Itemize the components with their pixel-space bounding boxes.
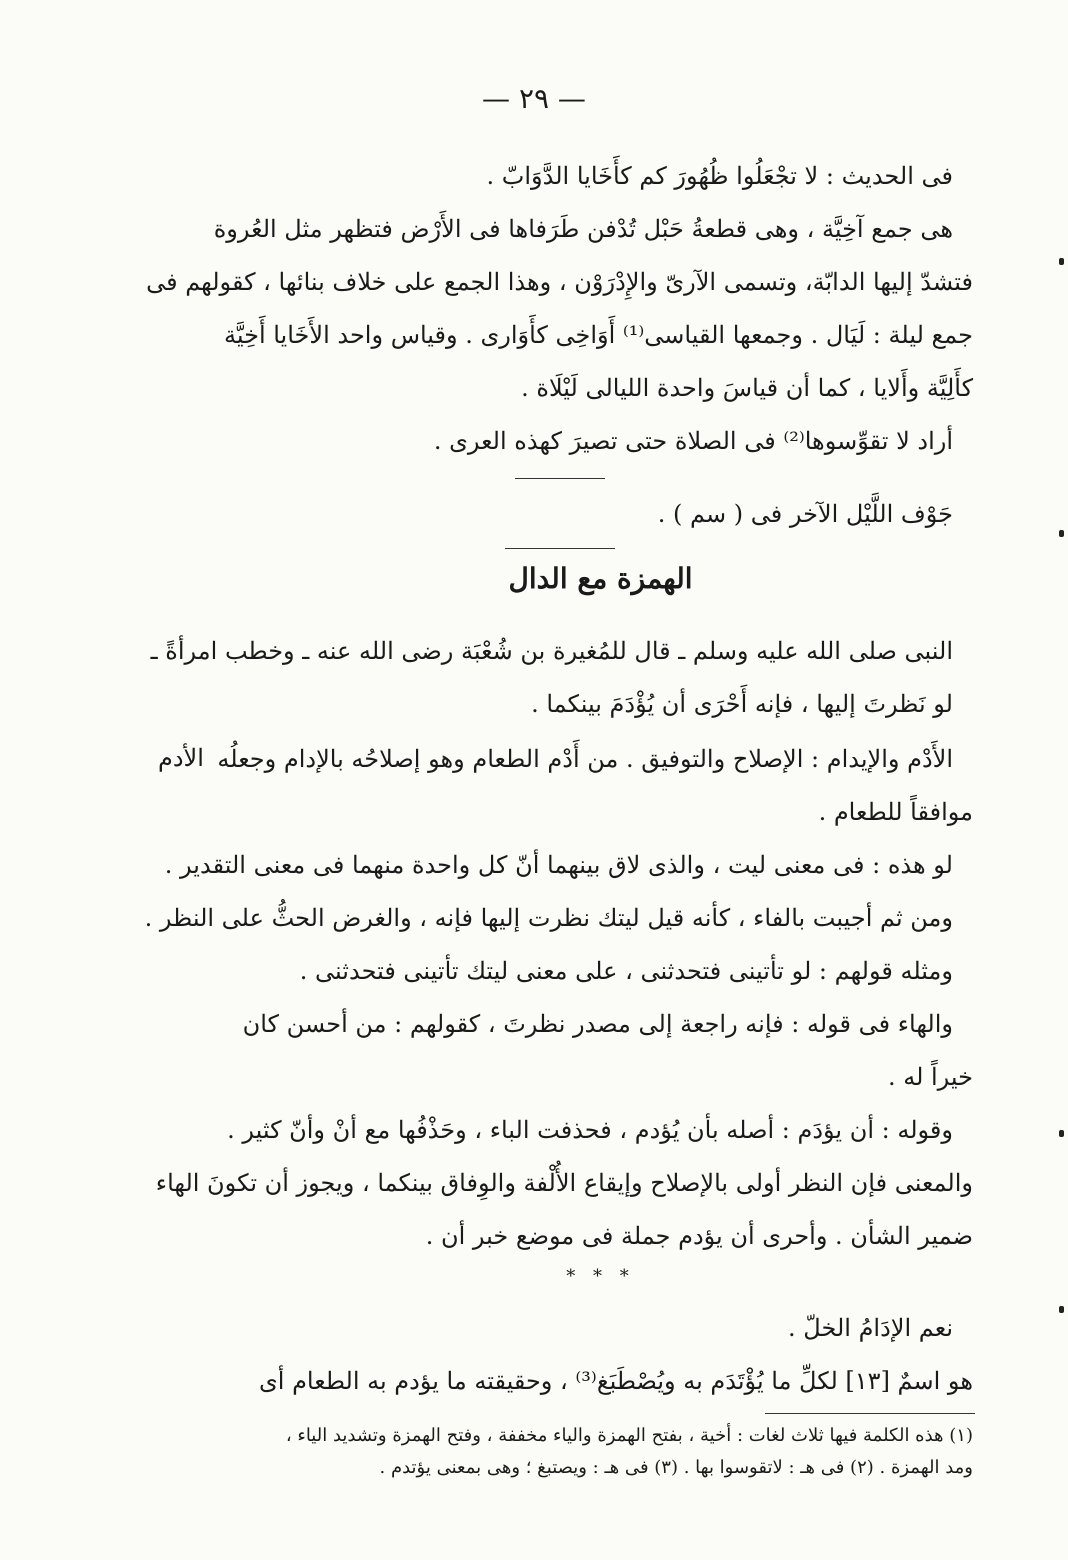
- paragraph-block-3: [144, 733, 973, 1263]
- paragraph-block-4: [228, 1302, 973, 1408]
- text-line: جمع ليلة : لَيَال . وجمعها القياسى⁽¹⁾ أَوَاخِى كأَوَارى . وقياس واحد الأَخَايا أَخِيَّة: [224, 321, 973, 349]
- text-line: هى جمع آخِيَّة ، وهى قطعةُ حَبْل تُدْفن طَرَفاها فى الأَرْض فتظهر مثل العُروة: [213, 215, 953, 243]
- text-line: والهاء فى قوله : فإنه راجعة إلى مصدر نظرتَ ، كقولهم : من أحسن كان: [242, 1010, 953, 1038]
- paragraph-block-single: [228, 488, 973, 541]
- footnote-rule: [765, 1413, 975, 1414]
- text-line: وقوله : أن يؤدَم : أصله بأن يُؤدم ، فحذفت الباء ، وحَذْفُها مع أنْ وأنّ كثير .: [227, 1116, 953, 1144]
- text-line: والمعنى فإن النظر أولى بالإصلاح وإيقاع الأُلْفة والوِفاق بينكما ، ويجوز أن تكونَ الهاء: [155, 1169, 973, 1197]
- margin-mark: [1059, 258, 1064, 265]
- text-line: أراد لا تقوِّسوها⁽²⁾ فى الصلاة حتى تصيرَ كهذه العرى .: [433, 427, 953, 455]
- text-line: ومثله قولهم : لو تأتينى فتحدثنى ، على معنى ليتك تأتينى فتحدثنى .: [299, 957, 953, 985]
- text-line: فتشدّ إليها الدابّة، وتسمى الآرىّ والإِدْرَوْن ، وهذا الجمع على خلاف بنائها ، كقولهم فى: [146, 268, 973, 296]
- text-line: الأَدْم والإيدام : الإصلاح والتوفيق . من أَدْم الطعام وهو إصلاحُه بالإدام وجعلُه: [217, 745, 953, 773]
- text-line: خيراً له .: [887, 1063, 973, 1091]
- text-line: النبى صلى الله عليه وسلم ـ قال للمُغيرة بن شُعْبَة رضى الله عنه ـ وخطب امرأةً ـ: [150, 637, 953, 665]
- footnote-line: ومد الهمزة . (٢) فى هـ : لاتقوسوا بها . (٣) فى هـ : ويصتبغ ؛ وهى بمعنى يؤتدم .: [379, 1457, 973, 1478]
- margin-mark: [1059, 1130, 1064, 1137]
- footnote-line: (١) هذه الكلمة فيها ثلاث لغات : أخية ، بفتح الهمزة والياء مخففة ، وفتح الهمزة وتشديد الياء ،: [285, 1425, 973, 1446]
- section-heading: الهمزة مع الدال: [508, 562, 693, 595]
- footnotes: [228, 1420, 973, 1484]
- text-line: كأَلِيَّة وأَلايا ، كما أن قياسَ واحدة الليالى لَيْلَاة .: [521, 374, 973, 402]
- text-line: هو اسمٌ [١٣] لكلِّ ما يُؤْتَدَم به ويُصْطَبَغ⁽³⁾ ، وحقيقته ما يؤدم به الطعام أى: [258, 1367, 973, 1395]
- section-separator-stars: * * *: [566, 1266, 635, 1287]
- paragraph-block-2: [150, 625, 973, 731]
- section-divider: [515, 478, 605, 479]
- section-divider: [505, 548, 615, 549]
- margin-mark: [1059, 530, 1064, 537]
- paragraph-block-1: [146, 150, 973, 468]
- page-number: — ٢٩ —: [482, 82, 586, 115]
- text-line: لو هذه : فى معنى ليت ، والذى لاق بينهما أنّ كل واحدة منهما فى معنى التقدير .: [164, 851, 953, 879]
- margin-note: الأدم: [158, 744, 204, 772]
- text-line: لو نَظرتَ إليها ، فإنه أَحْرَى أن يُؤْدَمَ بينكما .: [531, 690, 953, 718]
- margin-mark: [1059, 1306, 1064, 1313]
- text-line: فى الحديث : لا تجْعَلُوا ظُهُورَ كم كأَخَايا الدَّوَابّ .: [486, 162, 953, 190]
- text-line: موافقاً للطعام .: [818, 798, 973, 826]
- text-line: جَوْف اللَّيْل الآخر فى ( سم ) .: [657, 500, 953, 528]
- text-line: ضمير الشأن . وأحرى أن يؤدم جملة فى موضع خبر أن .: [425, 1222, 973, 1250]
- text-line: نعم الإدَامُ الخلّ .: [788, 1314, 953, 1342]
- text-line: ومن ثم أجيبت بالفاء ، كأنه قيل ليتك نظرت إليها فإنه ، والغرض الحثُّ على النظر .: [144, 904, 953, 932]
